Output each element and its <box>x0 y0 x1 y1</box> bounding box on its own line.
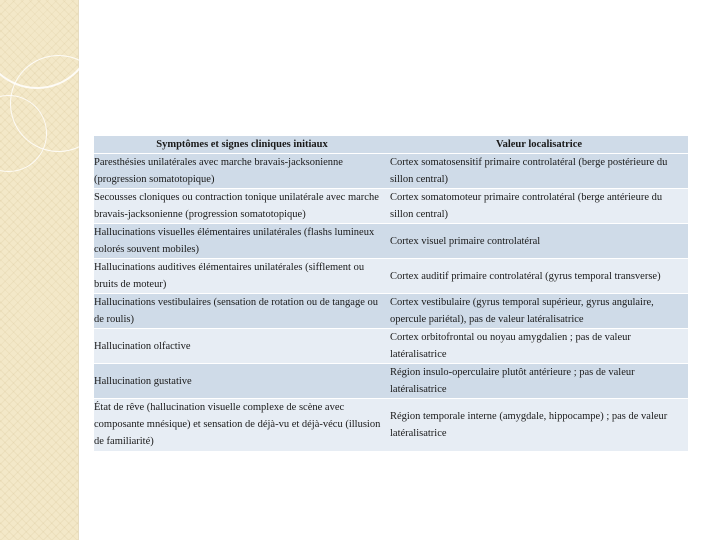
localisation-cell: Région insulo-operculaire plutôt antérieure ; pas de valeur latéralisatrice <box>390 364 688 399</box>
table-row <box>94 294 688 329</box>
table-header-row <box>94 136 688 154</box>
table-row <box>94 189 688 224</box>
symptom-cell: Paresthésies unilatérales avec marche bravais-jacksonienne (progression somatotopique) <box>94 154 390 189</box>
localisation-cell: Région temporale interne (amygdale, hippocampe) ; pas de valeur latéralisatrice <box>390 399 688 451</box>
table-row <box>94 329 688 364</box>
clinical-signs-table <box>94 136 688 451</box>
symptom-cell: Hallucination gustative <box>94 364 390 399</box>
localisation-cell: Cortex visuel primaire controlatéral <box>390 224 688 259</box>
symptom-cell: Hallucinations auditives élémentaires unilatérales (sifflement ou bruits de moteur) <box>94 259 390 294</box>
symptom-cell: État de rêve (hallucination visuelle complexe de scène avec composante mnésique) et sensation de déjà-vu et déjà-vécu (illusion de familiarité) <box>94 399 390 451</box>
symptom-cell: Secousses cloniques ou contraction tonique unilatérale avec marche bravais-jacksonienne (progression somatotopique) <box>94 189 390 224</box>
localisation-cell: Cortex somatomoteur primaire controlatéral (berge antérieure du sillon central) <box>390 189 688 224</box>
table-row <box>94 399 688 451</box>
localisation-cell: Cortex orbitofrontal ou noyau amygdalien ; pas de valeur latéralisatrice <box>390 329 688 364</box>
symptom-cell: Hallucination olfactive <box>94 329 390 364</box>
table-row <box>94 224 688 259</box>
table-row <box>94 154 688 189</box>
header-symptoms: Symptômes et signes cliniques initiaux <box>94 136 390 154</box>
decorative-side-panel <box>0 0 79 540</box>
localisation-cell: Cortex vestibulaire (gyrus temporal supérieur, gyrus angulaire, opercule pariétal), pas de valeur latéralisatrice <box>390 294 688 329</box>
table-row <box>94 364 688 399</box>
symptom-cell: Hallucinations visuelles élémentaires unilatérales (flashs lumineux colorés souvent mobiles) <box>94 224 390 259</box>
symptom-cell: Hallucinations vestibulaires (sensation de rotation ou de tangage ou de roulis) <box>94 294 390 329</box>
header-localisation: Valeur localisatrice <box>390 136 688 154</box>
localisation-cell: Cortex somatosensitif primaire controlatéral (berge postérieure du sillon central) <box>390 154 688 189</box>
localisation-cell: Cortex auditif primaire controlatéral (gyrus temporal transverse) <box>390 259 688 294</box>
table-row <box>94 259 688 294</box>
